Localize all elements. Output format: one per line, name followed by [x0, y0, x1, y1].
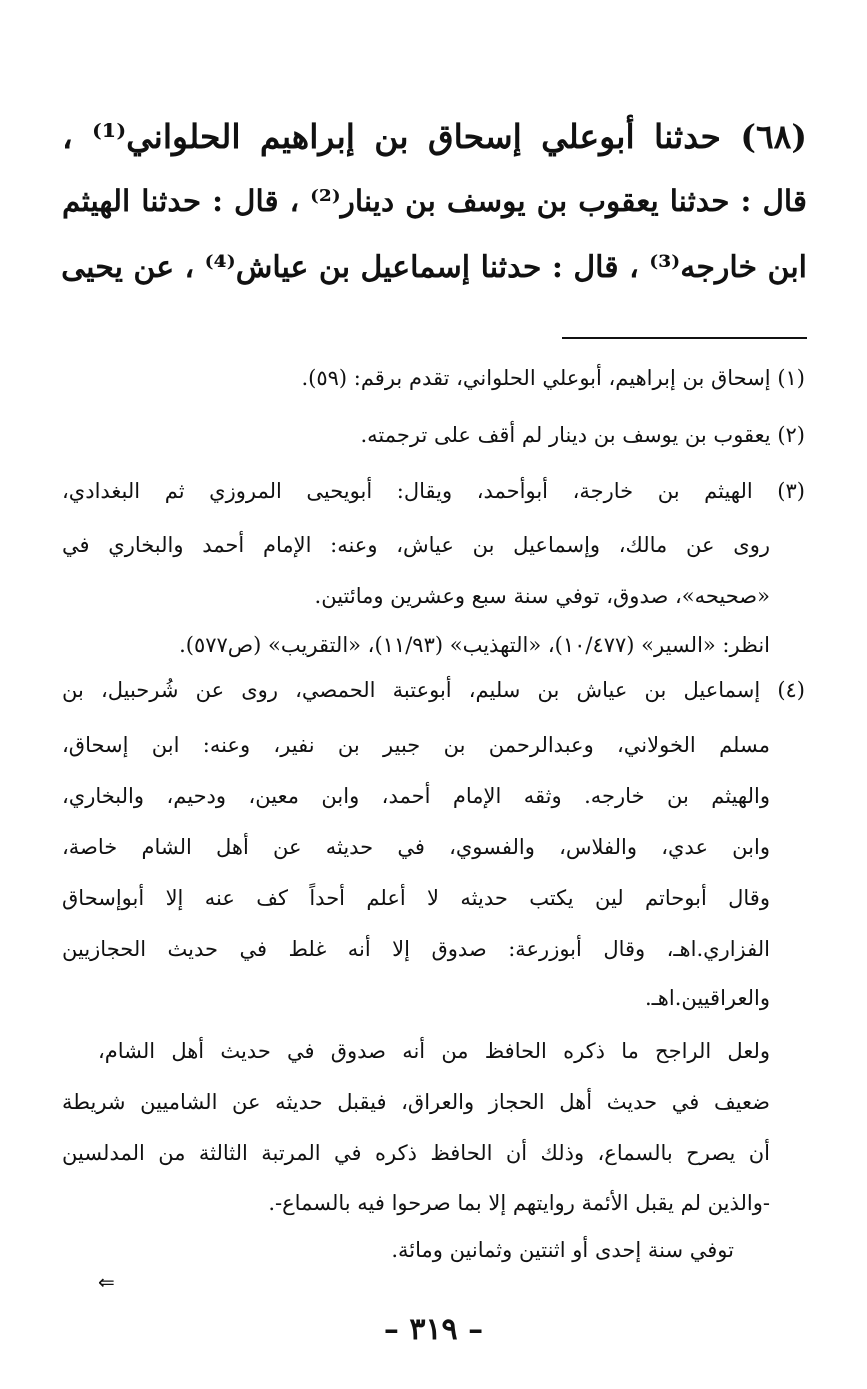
page-number: – ٣١٩ – — [383, 1312, 484, 1347]
footnote-4-paragraph-2-line-2: ضعيف في حديث أهل الحجاز والعراق، فيقبل حديثه عن الشاميين شريطة — [62, 1090, 770, 1114]
footnote-4-line-5: وقال أبوحاتم لين يكتب حديثه لا أعلم أحداً كف عنه إلا أبوإسحاق — [62, 886, 770, 910]
footnote-4-death-line: توفي سنة إحدى أو اثنتين وثمانين ومائة. — [391, 1238, 734, 1262]
footnote-2-line: (٢) يعقوب بن يوسف بن دينار لم أقف على ترجمته. — [360, 423, 805, 447]
footnote-4-line-4: وابن عدي، والفلاس، والفسوي، في حديثه عن أهل الشام خاصة، — [62, 835, 770, 859]
footnote-separator-rule — [562, 337, 807, 339]
main-text-line-2: قال : حدثنا يعقوب بن يوسف بن دينار⁽²⁾ ، قال : حدثنا الهيثم — [62, 183, 807, 218]
footnote-4-line-2: مسلم الخولاني، وعبدالرحمن بن جبير بن نفير، وعنه: ابن إسحاق، — [62, 733, 770, 757]
footnote-4-line-7: والعراقيين.اهـ. — [644, 986, 770, 1010]
footnote-3-line-1: (٣) الهيثم بن خارجة، أبوأحمد، ويقال: أبويحيى المروزي ثم البغدادي، — [62, 479, 805, 503]
footnote-1-line: (١) إسحاق بن إبراهيم، أبوعلي الحلواني، تقدم برقم: (٥٩). — [301, 366, 805, 390]
footnote-4-line-1: (٤) إسماعيل بن عياش بن سليم، أبوعتبة الحمصي، روى عن شُرحبيل، بن — [62, 678, 805, 702]
footnote-4-paragraph-2-line-4: -والذين لم يقبل الأئمة روايتهم إلا بما صرحوا فيه بالسماع-. — [268, 1191, 770, 1215]
main-text-line-3: ابن خارجه⁽³⁾ ، قال : حدثنا إسماعيل بن عياش⁽⁴⁾ ، عن يحيى — [61, 250, 807, 285]
footnote-3-reference-line: انظر: «السير» (١٠/٤٧٧)، «التهذيب» (١١/٩٣)، «التقريب» (ص٥٧٧). — [179, 633, 770, 657]
footnote-4-paragraph-2-line-1: ولعل الراجح ما ذكره الحافظ من أنه صدوق في حديث أهل الشام، — [98, 1039, 770, 1063]
footnote-3-line-2: روى عن مالك، وإسماعيل بن عياش، وعنه: الإمام أحمد والبخاري في — [62, 533, 770, 557]
footnote-4-line-3: والهيثم بن خارجه. وثقه الإمام أحمد، وابن معين، ودحيم، والبخاري، — [62, 784, 770, 808]
continuation-arrow-icon: ⇐ — [98, 1270, 115, 1294]
footnote-4-line-6: الفزاري.اهـ، وقال أبوزرعة: صدوق إلا أنه غلط في حديث الحجازيين — [62, 937, 770, 961]
footnote-4-paragraph-2-line-3: أن يصرح بالسماع، وذلك أن الحافظ ذكره في المرتبة الثالثة من المدلسين — [62, 1141, 770, 1165]
main-text-line-1: (٦٨) حدثنا أبوعلي إسحاق بن إبراهيم الحلواني⁽¹⁾ ، — [62, 117, 808, 156]
footnote-3-line-3: «صحيحه»، صدوق، توفي سنة سبع وعشرين ومائتين. — [314, 584, 770, 608]
